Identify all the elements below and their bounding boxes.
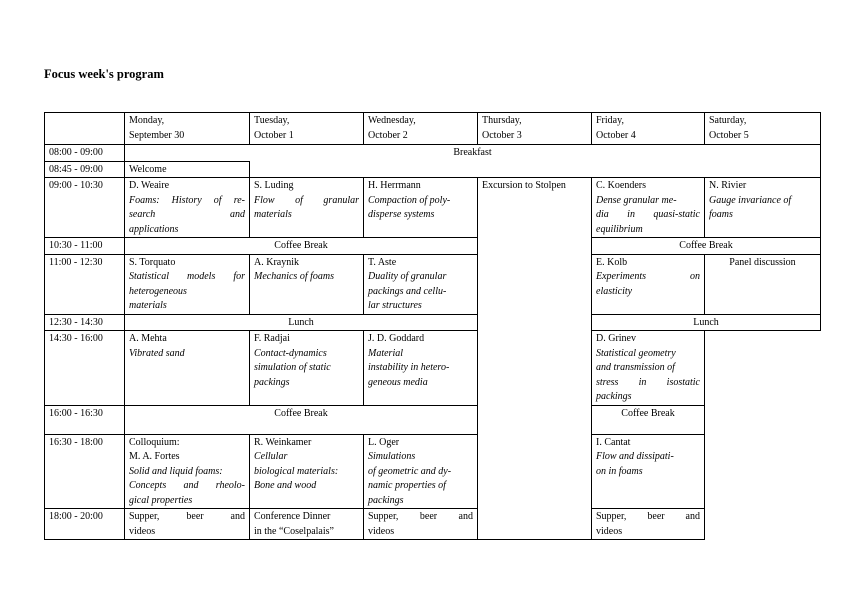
time-slot: 16:00 - 16:30 [45, 405, 125, 434]
time-slot: 16:30 - 18:00 [45, 434, 125, 509]
day-header-monday: Monday, September 30 [125, 113, 250, 145]
day-header-saturday: Saturday, October 5 [705, 113, 821, 145]
empty-cell [705, 331, 821, 540]
coffee-break-cell: Coffee Break [125, 405, 478, 434]
header-row [45, 113, 821, 145]
day-header-friday: Friday, October 4 [592, 113, 705, 145]
table-row [45, 314, 821, 331]
welcome-cell: Welcome [125, 161, 250, 178]
session-cell: I. Cantat Flow and dissipati- on in foams [592, 434, 705, 509]
evening-cell: Conference Dinner in the “Coselpalais” [250, 509, 364, 540]
table-row [45, 434, 821, 509]
time-slot: 12:30 - 14:30 [45, 314, 125, 331]
program-table [44, 112, 821, 540]
coffee-break-cell: Coffee Break [592, 238, 821, 255]
coffee-break-cell: Coffee Break [125, 238, 478, 255]
time-header [45, 113, 125, 145]
time-slot: 11:00 - 12:30 [45, 254, 125, 314]
session-cell: D. Grinev Statistical geometry and transmission of stress in isostatic packings [592, 331, 705, 406]
session-cell: T. Aste Duality of granular packings and cellu- lar structures [364, 254, 478, 314]
session-cell: N. Rivier Gauge invariance of foams [705, 178, 821, 238]
session-cell: S. Luding Flow of granular materials [250, 178, 364, 238]
excursion-cell: Excursion to Stolpen [478, 178, 592, 540]
evening-cell: Supper, beer and videos [364, 509, 478, 540]
session-cell: S. Torquato Statistical models for heterogeneous materials [125, 254, 250, 314]
session-cell: F. Radjai Contact-dynamics simulation of static packings [250, 331, 364, 406]
table-row [45, 509, 821, 540]
evening-cell: Supper, beer and videos [125, 509, 250, 540]
panel-discussion-cell: Panel discussion [705, 254, 821, 314]
session-cell: J. D. Goddard Material instability in hetero- geneous media [364, 331, 478, 406]
lunch-cell: Lunch [125, 314, 478, 331]
day-header-thursday: Thursday, October 3 [478, 113, 592, 145]
time-slot: 10:30 - 11:00 [45, 238, 125, 255]
session-cell: R. Weinkamer Cellular biological materials: Bone and wood [250, 434, 364, 509]
day-header-tuesday: Tuesday, October 1 [250, 113, 364, 145]
table-row [45, 254, 821, 314]
session-cell: D. Weaire Foams: History of re- search and applications [125, 178, 250, 238]
time-slot: 09:00 - 10:30 [45, 178, 125, 238]
page-title: Focus week's program [44, 67, 164, 81]
table-row [45, 331, 821, 406]
time-slot: 08:45 - 09:00 [45, 161, 125, 178]
lunch-cell: Lunch [592, 314, 821, 331]
time-slot: 18:00 - 20:00 [45, 509, 125, 540]
time-slot: 14:30 - 16:00 [45, 331, 125, 406]
table-row [45, 405, 821, 434]
table-row [45, 178, 821, 238]
breakfast-continuation [250, 161, 821, 178]
coffee-break-cell: Coffee Break [592, 405, 705, 434]
session-cell: L. Oger Simulations of geometric and dy- namic properties of packings [364, 434, 478, 509]
session-cell: A. Mehta Vibrated sand [125, 331, 250, 406]
session-cell: E. Kolb Experiments on elasticity [592, 254, 705, 314]
session-cell: A. Kraynik Mechanics of foams [250, 254, 364, 314]
evening-cell: Supper, beer and videos [592, 509, 705, 540]
table-row [45, 238, 821, 255]
table-row [45, 161, 821, 178]
session-cell: H. Herrmann Compaction of poly- disperse systems [364, 178, 478, 238]
session-cell: C. Koenders Dense granular me- dia in quasi-static equilibrium [592, 178, 705, 238]
day-header-wednesday: Wednesday, October 2 [364, 113, 478, 145]
session-cell: Colloquium: M. A. Fortes Solid and liquid foams: Concepts and rheolo- gical properties [125, 434, 250, 509]
time-slot: 08:00 - 09:00 [45, 145, 125, 162]
breakfast-cell: Breakfast [125, 145, 821, 162]
table-row [45, 145, 821, 162]
